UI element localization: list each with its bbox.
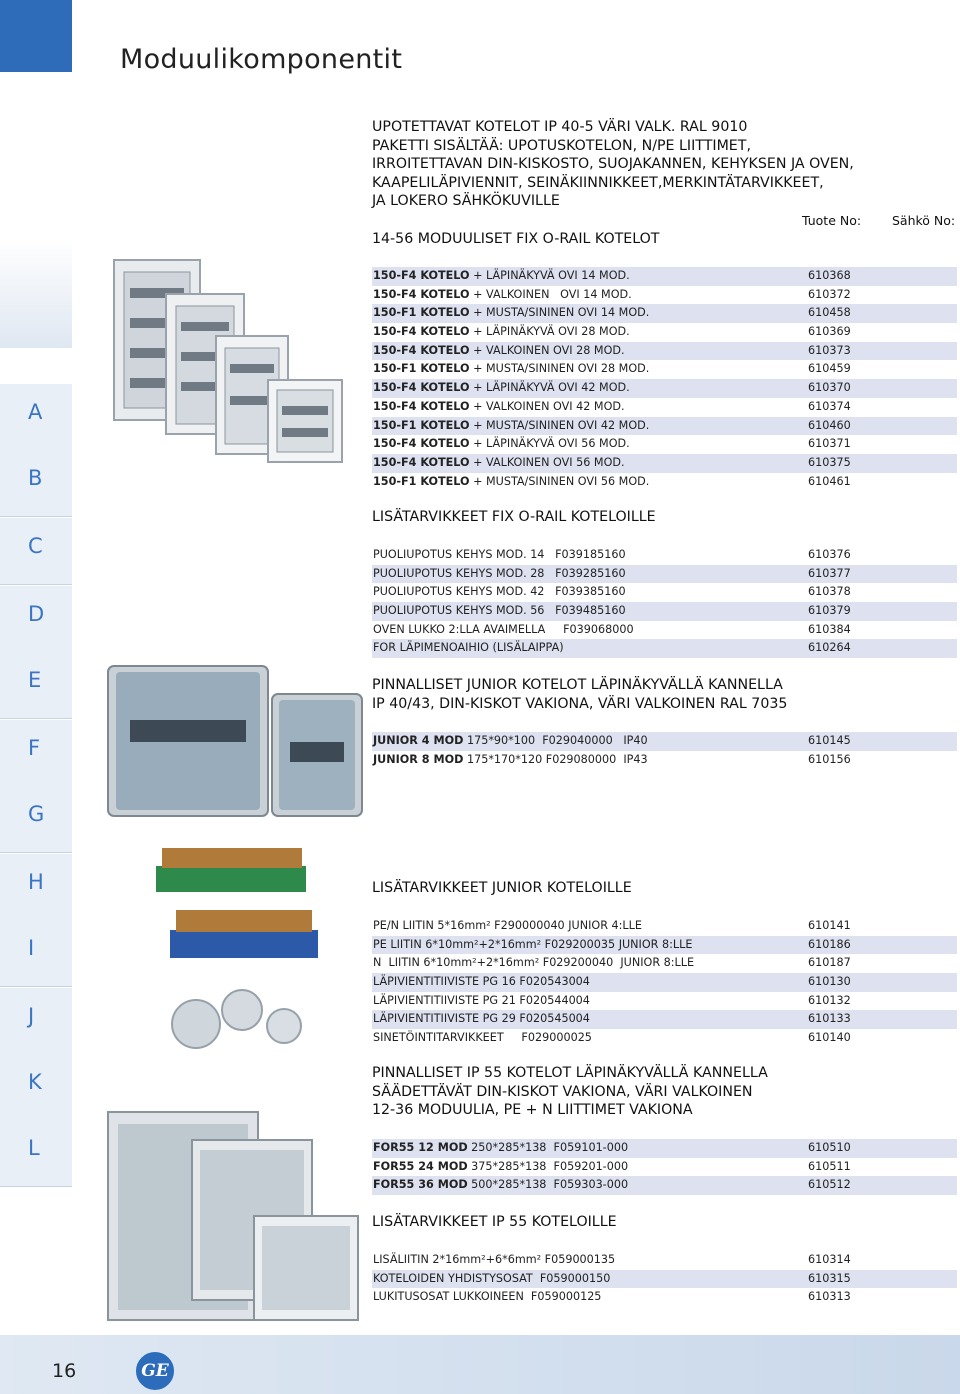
- product-description: [373, 473, 649, 492]
- side-index-letter-label: G: [28, 802, 45, 826]
- green-terminal-block: [156, 848, 306, 892]
- product-model: FOR55 12 MOD: [373, 1141, 468, 1154]
- product-details: PUOLIUPOTUS KEHYS MOD. 42 F039385160: [373, 585, 626, 599]
- table-row: [372, 1270, 957, 1289]
- ip55-enclosures-photo: [104, 1104, 366, 1326]
- product-model: 150-F4 KOTELO: [373, 399, 470, 413]
- section-title-line: IP 40/43, DIN-KISKOT VAKIONA, VÄRI VALKOINEN RAL 7035: [372, 695, 788, 712]
- section-title-line: PINNALLISET IP 55 KOTELOT LÄPINÄKYVÄLLÄ KANNELLA: [372, 1065, 768, 1081]
- product-code: 610511: [808, 1159, 851, 1173]
- product-details: + LÄPINÄKYVÄ OVI 28 MOD.: [469, 325, 630, 339]
- product-description: [373, 546, 626, 565]
- side-index-letter: [0, 854, 72, 921]
- table-row: [372, 1010, 957, 1029]
- table-row: [372, 417, 957, 436]
- product-code: 610368: [808, 269, 851, 282]
- product-description: [373, 267, 630, 286]
- product-details: LISÄLIITIN 2*16mm²+6*6mm² F059000135: [373, 1253, 616, 1266]
- column-header-tuote: Tuote No:: [802, 213, 862, 228]
- product-details: + MUSTA/SININEN OVI 42 MOD.: [469, 418, 650, 432]
- product-model: 150-F4 KOTELO: [373, 269, 470, 282]
- product-description: [373, 1158, 628, 1177]
- side-index-letter: [0, 786, 72, 853]
- product-table: [372, 1139, 957, 1195]
- product-details: LÄPIVIENTITIIVISTE PG 29 F020545004: [373, 1012, 590, 1026]
- product-details: 175*170*120 F029080000 IP43: [463, 752, 648, 766]
- product-details: SINETÖINTITARVIKKEET F029000025: [373, 1031, 592, 1045]
- product-table: [372, 732, 957, 769]
- ge-logo: GE: [134, 1350, 176, 1392]
- table-row: [372, 936, 957, 955]
- product-details: PE LIITIN 6*10mm²+2*16mm² F029200035 JUNIOR 8:LLE: [373, 937, 693, 951]
- product-description: [373, 1139, 628, 1158]
- product-details: + LÄPINÄKYVÄ OVI 42 MOD.: [469, 381, 630, 395]
- side-index-letter: [0, 1120, 72, 1187]
- product-code: 610370: [808, 381, 851, 395]
- side-index-letter: [0, 384, 72, 451]
- product-description: [373, 732, 648, 751]
- column-header-sahko: Sähkö No:: [892, 213, 956, 228]
- product-description: [373, 583, 626, 602]
- product-description: [373, 1251, 615, 1270]
- table-row: [372, 992, 957, 1011]
- product-details: + VALKOINEN OVI 28 MOD.: [469, 343, 625, 357]
- product-code: 610378: [808, 585, 851, 599]
- product-table: [372, 267, 957, 491]
- side-index-letter: [0, 920, 72, 987]
- side-index-letter-label: L: [28, 1136, 40, 1160]
- product-model: 150-F4 KOTELO: [373, 287, 470, 301]
- product-details: LÄPIVIENTITIIVISTE PG 21 F020544004: [373, 993, 590, 1007]
- side-index-letter: [0, 518, 72, 585]
- product-description: [373, 417, 649, 436]
- table-row: [372, 973, 957, 992]
- product-model: 150-F4 KOTELO: [373, 381, 470, 395]
- junior-8-enclosure: [108, 666, 268, 816]
- product-details: PUOLIUPOTUS KEHYS MOD. 14 F039185160: [373, 548, 626, 561]
- fix-o-rail-enclosures-photo: [108, 256, 368, 472]
- product-description: [373, 379, 630, 398]
- section-title-line: LISÄTARVIKKEET FIX O-RAIL KOTELOILLE: [372, 509, 656, 525]
- product-details: N LIITIN 6*10mm²+2*16mm² F029200040 JUNIOR 8:LLE: [373, 956, 695, 970]
- product-details: + LÄPINÄKYVÄ OVI 56 MOD.: [469, 437, 630, 451]
- product-description: [373, 621, 634, 640]
- product-code: 610384: [808, 622, 851, 636]
- table-row: [372, 1158, 957, 1177]
- table-row: [372, 342, 957, 361]
- product-details: PE/N LIITIN 5*16mm² F290000040 JUNIOR 4:LLE: [373, 919, 642, 932]
- product-model: 150-F1 KOTELO: [373, 362, 470, 376]
- product-details: + MUSTA/SININEN OVI 14 MOD.: [469, 306, 650, 320]
- section-title: [372, 676, 787, 713]
- product-description: [373, 954, 694, 973]
- product-code: 610371: [808, 437, 851, 451]
- product-details: LÄPIVIENTITIIVISTE PG 16 F020543004: [373, 975, 590, 989]
- product-table: [372, 1251, 957, 1307]
- cable-grommets-photo: [170, 980, 310, 1060]
- table-row: [372, 323, 957, 342]
- table-row: [372, 454, 957, 473]
- product-description: [373, 454, 625, 473]
- product-model: 150-F4 KOTELO: [373, 455, 470, 469]
- product-description: [373, 1010, 590, 1029]
- product-code: 610458: [808, 306, 851, 320]
- product-description: [373, 936, 692, 955]
- product-code: 610133: [808, 1012, 851, 1026]
- table-row: [372, 304, 957, 323]
- product-model: 150-F4 KOTELO: [373, 325, 470, 339]
- table-row: [372, 267, 957, 286]
- product-details: 500*285*138 F059303-000: [467, 1178, 629, 1192]
- grommet-pg16-icon: [267, 1009, 301, 1043]
- product-code: 610140: [808, 1031, 851, 1045]
- product-description: [373, 323, 630, 342]
- product-description: [373, 751, 648, 770]
- table-row: [372, 602, 957, 621]
- section-title: [372, 1064, 768, 1120]
- product-details: KOTELOIDEN YHDISTYSOSAT F059000150: [373, 1271, 611, 1285]
- product-description: [373, 1176, 628, 1195]
- table-row: [372, 917, 957, 936]
- product-code: 610379: [808, 604, 851, 618]
- product-description: [373, 973, 590, 992]
- product-code: 610375: [808, 455, 851, 469]
- product-details: + VALKOINEN OVI 56 MOD.: [469, 455, 625, 469]
- product-description: [373, 602, 626, 621]
- side-index-letter: [0, 1054, 72, 1121]
- side-index-letter-label: A: [28, 400, 43, 424]
- junior-enclosures-photo: [104, 660, 366, 828]
- product-code: 610156: [808, 752, 851, 766]
- product-code: 610369: [808, 325, 851, 339]
- table-row: [372, 583, 957, 602]
- product-code: 610459: [808, 362, 851, 376]
- product-description: [373, 342, 625, 361]
- table-row: [372, 379, 957, 398]
- product-code: 610315: [808, 1271, 851, 1285]
- product-table: [372, 546, 957, 658]
- product-code: 610376: [808, 548, 851, 561]
- table-row: [372, 639, 957, 658]
- side-index-letter: [0, 586, 72, 653]
- side-index-letter: [0, 652, 72, 719]
- section-title: [372, 508, 656, 527]
- intro-line: UPOTETTAVAT KOTELOT IP 40-5 VÄRI VALK. RAL 9010: [372, 119, 748, 135]
- product-details: + VALKOINEN OVI 14 MOD.: [469, 287, 632, 301]
- section-title-line: SÄÄDETTÄVÄT DIN-KISKOT VAKIONA, VÄRI VALKOINEN: [372, 1083, 753, 1100]
- intro-line: KAAPELILÄPIVIENNIT, SEINÄKIINNIKKEET,MERKINTÄTARVIKKEET,: [372, 174, 824, 191]
- product-description: [373, 1270, 610, 1289]
- side-index-letter: [0, 988, 72, 1055]
- table-row: [372, 473, 957, 492]
- product-code: 610187: [808, 956, 851, 970]
- product-model: 150-F1 KOTELO: [373, 418, 470, 432]
- junior-4-enclosure: [272, 694, 362, 816]
- corner-accent: [0, 0, 72, 72]
- table-row: [372, 360, 957, 379]
- table-row: [372, 732, 957, 751]
- section-title-line: LISÄTARVIKKEET JUNIOR KOTELOILLE: [372, 880, 632, 896]
- product-description: [373, 360, 649, 379]
- blue-terminal-block: [170, 910, 318, 958]
- section-title: [372, 230, 659, 249]
- product-code: 610510: [808, 1141, 851, 1154]
- table-row: [372, 546, 957, 565]
- intro-line: IRROITETTAVAN DIN-KISKOSTO, SUOJAKANNEN, KEHYKSEN JA OVEN,: [372, 156, 854, 172]
- product-code: 610141: [808, 919, 851, 932]
- side-index-letter: [0, 720, 72, 787]
- enclosure-smallest: [268, 380, 342, 462]
- side-index-letter-label: K: [28, 1070, 42, 1094]
- side-index-letter: [0, 450, 72, 517]
- product-details: + VALKOINEN OVI 42 MOD.: [469, 399, 625, 413]
- side-index-letter-label: F: [28, 736, 41, 760]
- table-row: [372, 1288, 957, 1307]
- section-title: [372, 1213, 617, 1232]
- product-code: 610373: [808, 343, 851, 357]
- product-details: 250*285*138 F059101-000: [467, 1141, 629, 1154]
- table-row: [372, 286, 957, 305]
- intro-text: [372, 118, 932, 211]
- product-code: 610130: [808, 975, 851, 989]
- product-model: 150-F1 KOTELO: [373, 306, 470, 320]
- terminal-blocks-photo: [150, 840, 320, 972]
- product-description: [373, 992, 590, 1011]
- product-description: [373, 565, 626, 584]
- product-code: 610372: [808, 287, 851, 301]
- intro-line: PAKETTI SISÄLTÄÄ: UPOTUSKOTELON, N/PE LIITTIMET,: [372, 137, 751, 154]
- product-description: [373, 435, 630, 454]
- product-description: [373, 917, 642, 936]
- product-code: 610132: [808, 993, 851, 1007]
- product-code: 610145: [808, 734, 851, 747]
- product-description: [373, 286, 632, 305]
- section-title: [372, 879, 632, 898]
- table-row: [372, 1251, 957, 1270]
- product-code: 610461: [808, 474, 851, 488]
- side-index-letter-label: C: [28, 534, 43, 558]
- table-row: [372, 954, 957, 973]
- product-model: JUNIOR 8 MOD: [373, 752, 464, 766]
- product-code: 610314: [808, 1253, 851, 1266]
- product-code: 610264: [808, 641, 851, 655]
- product-code: 610460: [808, 418, 851, 432]
- table-row: [372, 1176, 957, 1195]
- product-code: 610377: [808, 566, 851, 580]
- grommet-pg29-icon: [172, 1000, 220, 1048]
- page-number: 16: [52, 1360, 77, 1382]
- product-description: [373, 1288, 601, 1307]
- section-title-line: 14-56 MODUULISET FIX O-RAIL KOTELOT: [372, 231, 660, 247]
- product-details: FOR LÄPIMENOAIHIO (LISÄLAIPPA): [373, 641, 564, 655]
- product-details: + MUSTA/SININEN OVI 56 MOD.: [469, 474, 650, 488]
- section-title-line: 12-36 MODUULIA, PE + N LIITTIMET VAKIONA: [372, 1102, 693, 1118]
- table-row: [372, 751, 957, 770]
- side-index-letter-label: H: [28, 870, 44, 894]
- table-row: [372, 398, 957, 417]
- section-title-line: LISÄTARVIKKEET IP 55 KOTELOILLE: [372, 1214, 617, 1230]
- product-model: 150-F4 KOTELO: [373, 343, 470, 357]
- grommet-pg21-icon: [222, 990, 262, 1030]
- product-description: [373, 398, 625, 417]
- product-code: 610186: [808, 937, 851, 951]
- product-details: + MUSTA/SININEN OVI 28 MOD.: [469, 362, 650, 376]
- side-index-letter-label: B: [28, 466, 43, 490]
- side-index-letter-label: J: [28, 1004, 35, 1028]
- product-details: 175*90*100 F029040000 IP40: [463, 734, 648, 747]
- table-row: [372, 1029, 957, 1048]
- side-index-letter-label: I: [28, 936, 35, 960]
- product-description: [373, 1029, 592, 1048]
- product-details: OVEN LUKKO 2:LLA AVAIMELLA F039068000: [373, 622, 634, 636]
- product-description: [373, 304, 649, 323]
- product-table: [372, 917, 957, 1048]
- intro-line: JA LOKERO SÄHKÖKUVILLE: [372, 193, 560, 209]
- product-details: + LÄPINÄKYVÄ OVI 14 MOD.: [469, 269, 630, 282]
- page-title: Moduulikomponentit: [120, 44, 403, 75]
- product-model: 150-F4 KOTELO: [373, 437, 470, 451]
- product-details: PUOLIUPOTUS KEHYS MOD. 56 F039485160: [373, 604, 626, 618]
- product-model: FOR55 36 MOD: [373, 1178, 468, 1192]
- side-index-letter-label: E: [28, 668, 42, 692]
- section-title-line: PINNALLISET JUNIOR KOTELOT LÄPINÄKYVÄLLÄ KANNELLA: [372, 677, 783, 693]
- product-details: PUOLIUPOTUS KEHYS MOD. 28 F039285160: [373, 566, 626, 580]
- product-code: 610313: [808, 1290, 851, 1304]
- product-code: 610512: [808, 1178, 851, 1192]
- side-index-fade: [0, 238, 72, 348]
- product-details: LUKITUSOSAT LUKKOINEEN F059000125: [373, 1290, 602, 1304]
- product-code: 610374: [808, 399, 851, 413]
- product-model: JUNIOR 4 MOD: [373, 734, 464, 747]
- table-row: [372, 565, 957, 584]
- table-row: [372, 435, 957, 454]
- side-index-letter-label: D: [28, 602, 45, 626]
- product-model: FOR55 24 MOD: [373, 1159, 468, 1173]
- product-description: [373, 639, 564, 658]
- table-row: [372, 1139, 957, 1158]
- product-details: 375*285*138 F059201-000: [467, 1159, 629, 1173]
- product-model: 150-F1 KOTELO: [373, 474, 470, 488]
- table-row: [372, 621, 957, 640]
